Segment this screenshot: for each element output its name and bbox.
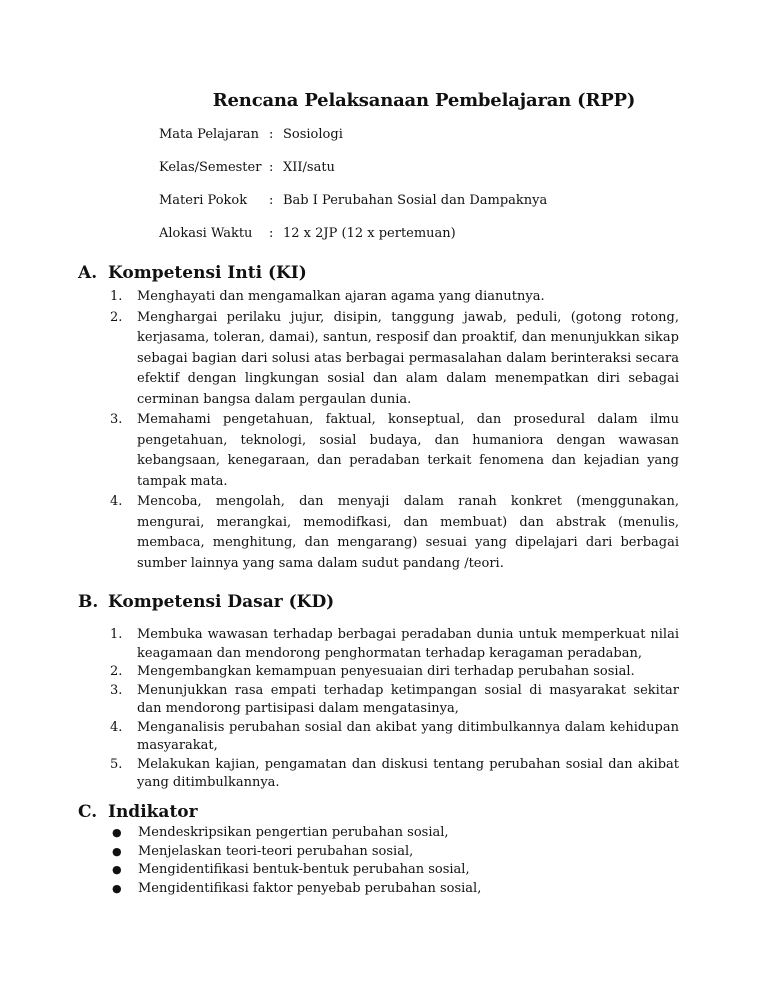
meta-value: XII/satu <box>283 160 335 175</box>
meta-value: Sosiologi <box>283 127 343 142</box>
item-number: 4. <box>110 494 123 509</box>
item-text: Mencoba, mengolah, dan menyaji dalam ranah konkret (menggunakan, mengurai, merangkai, memodifkasi, dan membuat) dan abstrak (menulis, membaca, menghitung, dan mengarang) sesuai yang dipelajari dari berbagai sumber lainnya yang sama dalam sudut pandang /teori. <box>137 494 679 571</box>
item-text: Mengidentifikasi faktor penyebab perubahan sosial, <box>138 880 482 896</box>
meta-row-class-semester <box>159 160 547 193</box>
list-item <box>110 626 679 663</box>
section-heading-ki <box>78 263 307 283</box>
bullet-icon: ● <box>112 863 122 876</box>
item-number: 4. <box>110 719 123 735</box>
item-text: Mendeskripsikan pengertian perubahan sosial, <box>138 825 449 840</box>
meta-label: Alokasi Waktu <box>159 226 253 241</box>
section-letter: B. <box>78 592 99 612</box>
meta-value: 12 x 2JP (12 x pertemuan) <box>283 226 456 241</box>
meta-separator: : <box>269 193 274 208</box>
section-heading-indikator <box>78 802 198 822</box>
ki-list <box>110 287 679 574</box>
section-heading-kd <box>78 592 334 612</box>
list-item <box>112 861 481 880</box>
item-text: Menghayati dan mengamalkan ajaran agama yang dianutnya. <box>137 289 545 304</box>
list-item <box>110 719 679 756</box>
meta-label: Materi Pokok <box>159 193 248 208</box>
meta-row-subject <box>159 127 547 160</box>
meta-value: Bab I Perubahan Sosial dan Dampaknya <box>283 193 548 208</box>
indikator-list <box>112 824 481 898</box>
meta-label: Kelas/Semester <box>159 160 262 175</box>
list-item <box>110 663 679 682</box>
item-number: 3. <box>110 682 123 698</box>
list-item <box>112 880 481 899</box>
list-item <box>112 843 481 862</box>
section-title: Kompetensi Dasar (KD) <box>108 592 335 612</box>
item-number: 3. <box>110 412 123 427</box>
item-number: 2. <box>110 664 123 679</box>
meta-separator: : <box>269 127 274 142</box>
list-item <box>110 308 679 411</box>
bullet-icon: ● <box>112 826 122 839</box>
section-title: Kompetensi Inti (KI) <box>108 263 307 283</box>
list-item <box>110 756 679 793</box>
item-number: 5. <box>110 756 123 772</box>
lesson-meta <box>159 127 547 259</box>
kd-list <box>110 626 679 793</box>
meta-row-time-allocation <box>159 226 547 259</box>
item-number: 2. <box>110 309 123 325</box>
page-title: Rencana Pelaksanaan Pembelajaran (RPP) <box>212 90 636 111</box>
meta-row-topic <box>159 193 547 226</box>
bullet-icon: ● <box>112 881 122 895</box>
section-letter: A. <box>78 263 98 283</box>
item-text: Membuka wawasan terhadap berbagai peradaban dunia untuk memperkuat nilai keagamaan dan mendorong penghormatan terhadap keragaman peradaban, <box>137 627 679 661</box>
bullet-icon: ● <box>112 844 122 858</box>
list-item <box>110 682 679 719</box>
item-text: Menjelaskan teori-teori perubahan sosial, <box>138 843 414 859</box>
item-text: Memahami pengetahuan, faktual, konseptual, dan prosedural dalam ilmu pengetahuan, teknologi, sosial budaya, dan humaniora dengan wawasan kebangsaan, kenegaraan, dan peradaban terkait fenomena dan kejadian yang tampak mata. <box>137 412 679 489</box>
item-text: Menghargai perilaku jujur, disipin, tanggung jawab, peduli, (gotong rotong, kerjasama, toleran, damai), santun, resposif dan proaktif, dan menunjukkan sikap sebagai bagian dari solusi atas berbagai permasalahan dalam berinteraksi secara efektif dengan lingkungan sosial dan alam dalam menempatkan diri sebagai cerminan bangsa dalam pergaulan dunia. <box>137 309 679 407</box>
meta-separator: : <box>269 160 274 175</box>
list-item <box>110 287 679 308</box>
meta-separator: : <box>269 226 274 241</box>
meta-label: Mata Pelajaran <box>159 127 260 142</box>
list-item <box>110 492 679 574</box>
item-number: 1. <box>110 289 123 304</box>
item-text: Menganalisis perubahan sosial dan akibat yang ditimbulkannya dalam kehidupan masyarakat, <box>137 719 679 753</box>
list-item <box>112 824 481 843</box>
item-number: 1. <box>110 627 123 642</box>
item-text: Mengembangkan kemampuan penyesuaian diri terhadap perubahan sosial. <box>137 664 635 679</box>
section-letter: C. <box>78 802 98 822</box>
list-item <box>110 410 679 492</box>
section-title: Indikator <box>108 802 198 822</box>
item-text: Melakukan kajian, pengamatan dan diskusi tentang perubahan sosial dan akibat yang ditimbulkannya. <box>137 756 679 790</box>
item-text: Mengidentifikasi bentuk-bentuk perubahan sosial, <box>138 862 470 877</box>
item-text: Menunjukkan rasa empati terhadap ketimpangan sosial di masyarakat sekitar dan mendorong partisipasi dalam mengatasinya, <box>137 682 679 716</box>
